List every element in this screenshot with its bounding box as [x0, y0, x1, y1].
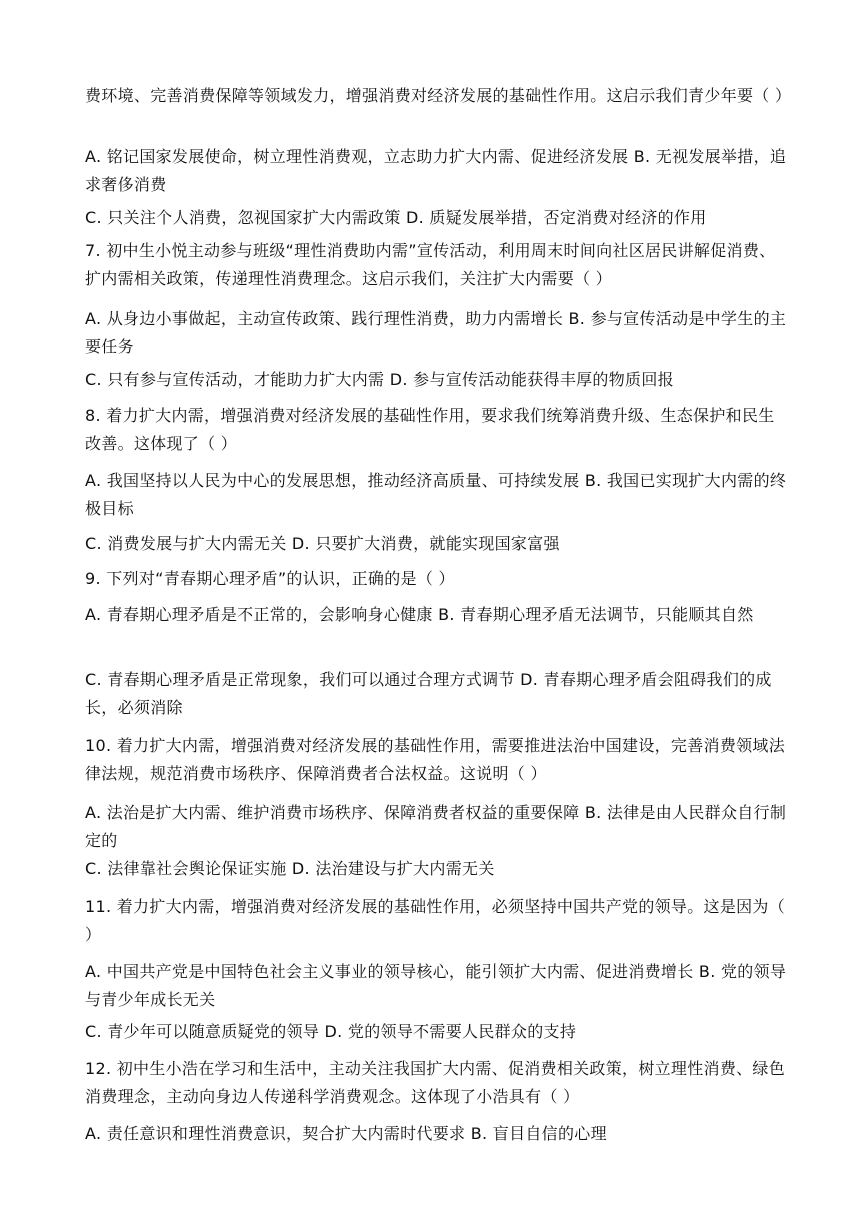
paragraph-q10-options-ab: A. 法治是扩大内需、维护消费市场秩序、保障消费者权益的重要保障 B. 法律是由人民群众自行制定的 [85, 803, 787, 850]
paragraph-q7-options-ab: A. 从身边小事做起，主动宣传政策、践行理性消费，助力内需增长 B. 参与宣传活动是中学生的主要任务 [85, 309, 787, 356]
paragraph-q7-stem: 7. 初中生小悦主动参与班级“理性消费助内需”宣传活动，利用周末时间向社区居民讲解促消费、扩内需相关政策，传递理性消费理念。这启示我们，关注扩大内需要（ ） [85, 241, 776, 288]
paragraph-q8-options-cd: C. 消费发展与扩大内需无关 D. 只要扩大消费，就能实现国家富强 [85, 534, 560, 553]
paragraph-q11-options-ab: A. 中国共产党是中国特色社会主义事业的领导核心，能引领扩大内需、促进消费增长 B. 党的领导与青少年成长无关 [85, 962, 787, 1009]
paragraph-q11-stem: 11. 着力扩大内需，增强消费对经济发展的基础性作用，必须坚持中国共产党的领导。这是因为（ ） [85, 897, 786, 944]
paragraph-q10-stem: 10. 着力扩大内需，增强消费对经济发展的基础性作用，需要推进法治中国建设，完善消费领域法律法规，规范消费市场秩序、保障消费者合法权益。这说明（ ） [85, 736, 786, 783]
paragraph-q6-stem-end: 费环境、完善消费保障等领域发力，增强消费对经济发展的基础性作用。这启示我们青少年要（ ） [85, 86, 792, 105]
paragraph-q8-stem: 8. 着力扩大内需，增强消费对经济发展的基础性作用，要求我们统筹消费升级、生态保护和民生改善。这体现了（ ） [85, 406, 775, 453]
paragraph-q10-options-cd: C. 法律靠社会舆论保证实施 D. 法治建设与扩大内需无关 [85, 859, 495, 878]
paragraph-q11-options-cd: C. 青少年可以随意质疑党的领导 D. 党的领导不需要人民群众的支持 [85, 1022, 577, 1041]
paragraph-q8-options-ab: A. 我国坚持以人民为中心的发展思想，推动经济高质量、可持续发展 B. 我国已实现扩大内需的终极目标 [85, 471, 787, 518]
paragraph-q9-stem: 9. 下列对“青春期心理矛盾”的认识，正确的是（ ） [85, 569, 455, 588]
paragraph-q6-options-ab: A. 铭记国家发展使命，树立理性消费观，立志助力扩大内需、促进经济发展 B. 无视发展举措，追求奢侈消费 [85, 147, 787, 194]
paragraph-q6-options-cd: C. 只关注个人消费，忽视国家扩大内需政策 D. 质疑发展举措，否定消费对经济的作用 [85, 208, 707, 227]
paragraph-q7-options-cd: C. 只有参与宣传活动，才能助力扩大内需 D. 参与宣传活动能获得丰厚的物质回报 [85, 370, 674, 389]
paragraph-q9-options-cd: C. 青春期心理矛盾是正常现象，我们可以通过合理方式调节 D. 青春期心理矛盾会阻碍我们的成长，必须消除 [85, 670, 772, 717]
paragraph-q12-options-ab: A. 责任意识和理性消费意识，契合扩大内需时代要求 B. 盲目自信的心理 [85, 1124, 607, 1143]
paragraph-q9-options-ab: A. 青春期心理矛盾是不正常的，会影响身心健康 B. 青春期心理矛盾无法调节，只能顺其自然 [85, 605, 754, 624]
paragraph-q12-stem: 12. 初中生小浩在学习和生活中，主动关注我国扩大内需、促消费相关政策，树立理性消费、绿色消费理念，主动向身边人传递科学消费观念。这体现了小浩具有（ ） [85, 1059, 786, 1106]
